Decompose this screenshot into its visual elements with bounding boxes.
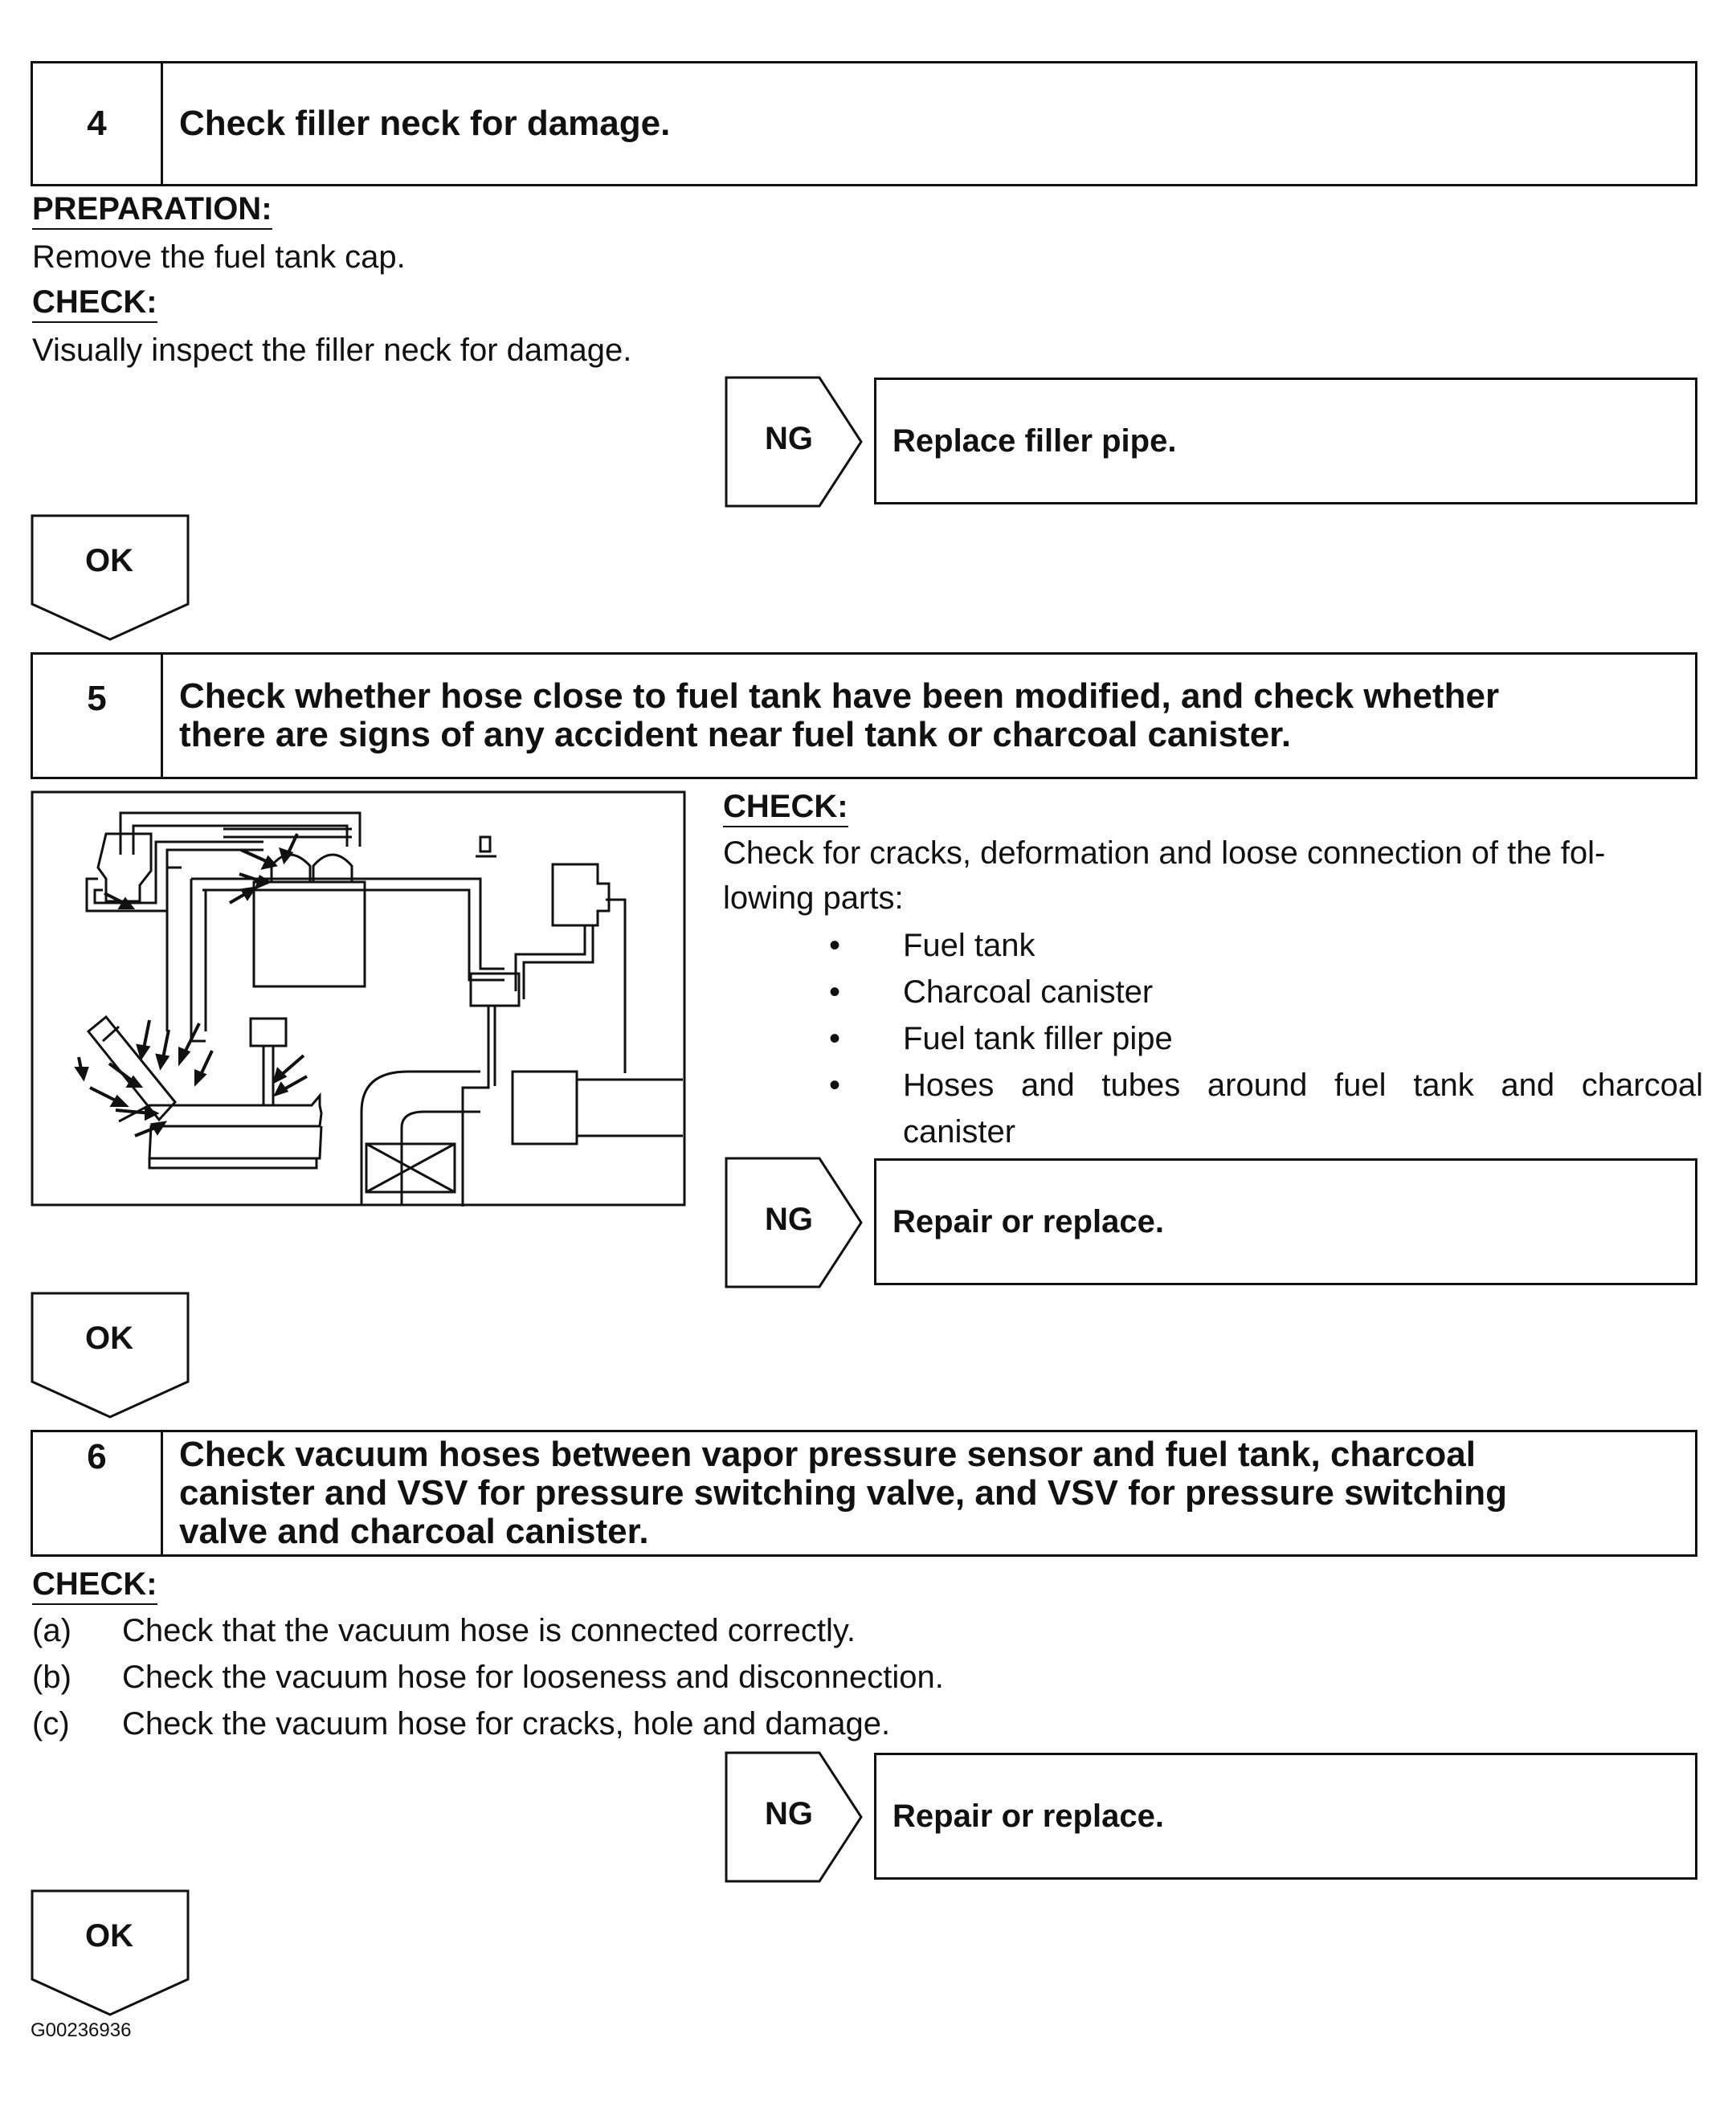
list-item-continuation <box>819 1109 1703 1155</box>
fuel-system-diagram <box>31 790 686 1207</box>
ok-label: OK <box>85 1321 133 1356</box>
step-title <box>163 1432 1695 1554</box>
list-item-text: canister <box>903 1114 1016 1149</box>
step-number: 5 <box>33 655 163 777</box>
list-item-label: (b) <box>32 1660 71 1695</box>
ng-action-box <box>874 1158 1697 1285</box>
step-5-header <box>31 652 1697 779</box>
list-item-text: Hoses and tubes around fuel tank and charcoal <box>903 1068 1703 1103</box>
figure-code: G00236936 <box>31 2019 132 2041</box>
step-6-header <box>31 1430 1697 1557</box>
list-item <box>32 1611 856 1650</box>
list-item <box>819 922 1703 969</box>
list-item <box>819 1062 1703 1109</box>
check-text-line: lowing parts: <box>723 880 904 916</box>
bullet-dot: • <box>829 928 841 963</box>
step-number: 4 <box>33 63 163 184</box>
list-item-label: (a) <box>32 1613 71 1648</box>
list-item-text: Check that the vacuum hose is connected correctly. <box>122 1613 856 1648</box>
list-item <box>819 1015 1703 1062</box>
step-title-line: canister and VSV for pressure switching valve, and VSV for pressure switching <box>179 1473 1507 1513</box>
step-title-line: there are signs of any accident near fuel tank or charcoal canister. <box>179 715 1292 754</box>
ng-action-box <box>874 378 1697 504</box>
ng-action-text: Repair or replace. <box>893 1203 1164 1239</box>
ng-action-text: Repair or replace. <box>893 1798 1164 1834</box>
check-text-line: Check for cracks, deformation and loose connection of the fol- <box>723 835 1606 871</box>
list-item <box>32 1705 890 1743</box>
preparation-header: PREPARATION: <box>32 191 272 230</box>
step-4-header <box>31 61 1697 186</box>
step-title: Check filler neck for damage. <box>179 104 671 143</box>
check-header: CHECK: <box>32 284 157 323</box>
step-number: 6 <box>33 1432 163 1554</box>
ng-action-box <box>874 1753 1697 1880</box>
ng-action-text: Replace filler pipe. <box>893 423 1177 459</box>
preparation-text: Remove the fuel tank cap. <box>32 239 406 275</box>
ok-label: OK <box>85 543 133 578</box>
step-title <box>163 655 1695 777</box>
ok-label: OK <box>85 1918 133 1954</box>
check-text: Visually inspect the filler neck for damage. <box>32 333 632 368</box>
list-item-text: Charcoal canister <box>903 974 1154 1010</box>
list-item-text: Fuel tank filler pipe <box>903 1021 1173 1056</box>
step-title-line: valve and charcoal canister. <box>179 1512 649 1551</box>
check-header: CHECK: <box>723 789 848 827</box>
ng-label: NG <box>765 421 813 456</box>
list-item <box>819 969 1703 1015</box>
ng-label: NG <box>765 1202 813 1237</box>
bullet-dot: • <box>829 1068 841 1103</box>
list-item-text: Check the vacuum hose for looseness and disconnection. <box>122 1660 944 1695</box>
ng-label: NG <box>765 1796 813 1831</box>
list-item-label: (c) <box>32 1706 70 1742</box>
list-item-text: Fuel tank <box>903 928 1035 963</box>
bullet-dot: • <box>829 974 841 1010</box>
step-title-line: Check whether hose close to fuel tank have been modified, and check whether <box>179 676 1500 716</box>
list-item <box>32 1658 944 1697</box>
bullet-dot: • <box>829 1021 841 1056</box>
list-item-text: Check the vacuum hose for cracks, hole and damage. <box>122 1706 891 1742</box>
step-title-line: Check vacuum hoses between vapor pressure sensor and fuel tank, charcoal <box>179 1435 1476 1474</box>
check-header: CHECK: <box>32 1566 157 1605</box>
